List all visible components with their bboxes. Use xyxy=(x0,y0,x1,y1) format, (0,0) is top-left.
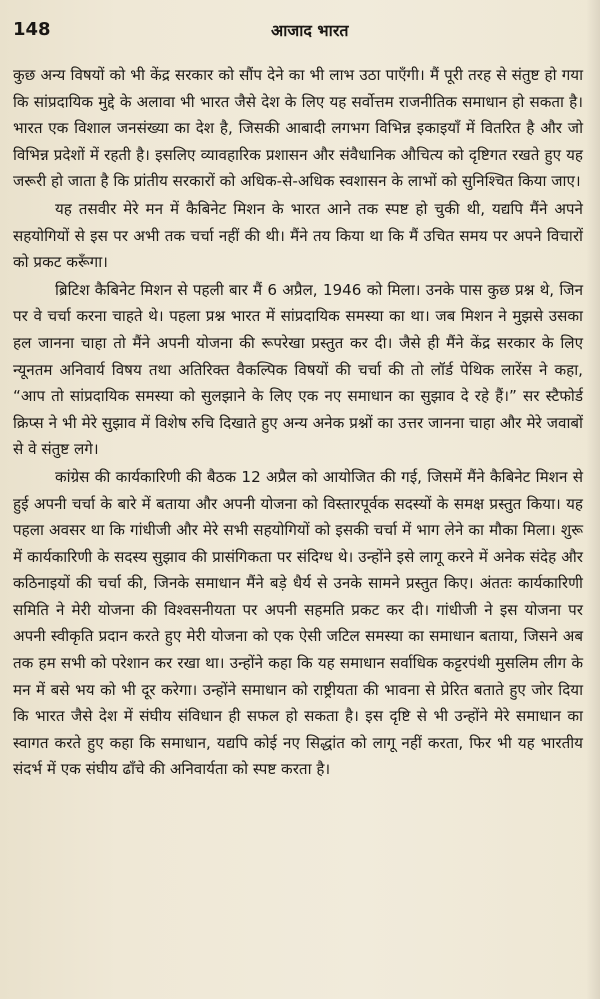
page-number: 148 xyxy=(13,19,51,40)
running-title: आजाद भारत xyxy=(271,21,349,40)
paragraph-1: कुछ अन्य विषयों को भी केंद्र सरकार को सौंप देने का भी लाभ उठा पाएँगी। मैं पूरी तरह से संतुष्ट हो गया कि सांप्रदायिक मुद्दे के अलावा भी भारत जैसे देश के लिए यह सर्वोत्तम राजनीतिक समाधान हो सकता है। भारत एक विशाल जनसंख्या का देश है, जिसकी आबादी लगभग विभिन्न इकाइयाँ में वितरित है और जो विभिन्न प्रदेशों में रहती है। इसलिए व्यावहारिक प्रशासन और संवैधानिक औचित्य को दृष्टिगत रखते हुए यह जरूरी हो जाता है कि प्रांतीय सरकारों को अधिक-से-अधिक स्वशासन के लाभों को सुनिश्चित किया जाए। xyxy=(13,66,583,191)
paragraph-4: कांग्रेस की कार्यकारिणी की बैठक 12 अप्रैल को आयोजित की गई, जिसमें मैंने कैबिनेट मिशन से हुई अपनी चर्चा के बारे में बताया और अपनी योजना को विस्तारपूर्वक सदस्यों के समक्ष प्रस्तुत किया। यह पहला अवसर था कि गांधीजी और मेरे सभी सहयोगियों को इसकी चर्चा में भाग लेने का मौका मिला। शुरू में कार्यकारिणी के सदस्य सुझाव की प्रासंगिकता पर संदिग्ध थे। उन्होंने इसे लागू करने में अनेक संदेह और कठिनाइयों की चर्चा की, जिनके समाधान मैंने बड़े धैर्य से उनके सामने प्रस्तुत किए। अंततः कार्यकारिणी समिति ने मेरी योजना की विश्वसनीयता पर अपनी सहमति प्रकट कर दी। गांधीजी ने इस योजना पर अपनी स्वीकृति प्रदान करते हुए मेरी योजना को एक ऐसी जटिल समस्या का समाधान बताया, जिसने अब तक हम सभी को परेशान कर रखा था। उन्होंने कहा कि यह समाधान सर्वाधिक कट्टरपंथी मुसलिम लीग के मन में बसे भय को भी दूर करेगा। उन्होंने समाधान को राष्ट्रीयता की भावना से प्रेरित बताते हुए जोर दिया कि भारत जैसे देश में संघीय संविधान ही सफल हो सकता है। इस दृष्टि से भी उन्होंने मेरे समाधान का स्वागत करते हुए कहा कि समाधान, यद्यपि कोई नए सिद्धांत को लागू नहीं करता, फिर भी यह भारतीय संदर्भ में एक संघीय ढाँचे की अनिवार्यता को स्पष्ट करता है। xyxy=(13,467,583,779)
paragraph-3: ब्रिटिश कैबिनेट मिशन से पहली बार मैं 6 अप्रैल, 1946 को मिला। उनके पास कुछ प्रश्न थे, जिन पर वे चर्चा करना चाहते थे। पहला प्रश्न भारत में सांप्रदायिक समस्या का था। जब मिशन ने मुझसे उसका हल जानना चाहा तो मैंने अपनी योजना की रूपरेखा प्रस्तुत कर दी। जैसे ही मैंने केंद्र सरकार के लिए न्यूनतम अनिवार्य विषय तथा अतिरिक्त वैकल्पिक विषयों की चर्चा की तो लॉर्ड पेथिक लारेंस ने कहा, “आप तो सांप्रदायिक समस्या को सुलझाने के लिए एक नए समाधान का सुझाव दे रहे हैं।” सर स्टैफोर्ड क्रिप्स ने भी मेरे सुझाव में विशेष रुचि दिखाते हुए अन्य अनेक प्रश्नों का उत्तर जानना चाहा और मेरे जवाबों से वे संतुष्ट लगे। xyxy=(13,280,583,459)
paragraph-2: यह तसवीर मेरे मन में कैबिनेट मिशन के भारत आने तक स्पष्ट हो चुकी थी, यद्यपि मैंने अपने सहयोगियों से इस पर अभी तक चर्चा नहीं की थी। मैंने तय किया था कि मैं उचित समय पर अपने विचारों को प्रकट करूँगा। xyxy=(13,199,583,272)
gutter-shadow xyxy=(586,0,600,999)
page-header xyxy=(13,17,583,47)
body-text xyxy=(13,62,583,783)
